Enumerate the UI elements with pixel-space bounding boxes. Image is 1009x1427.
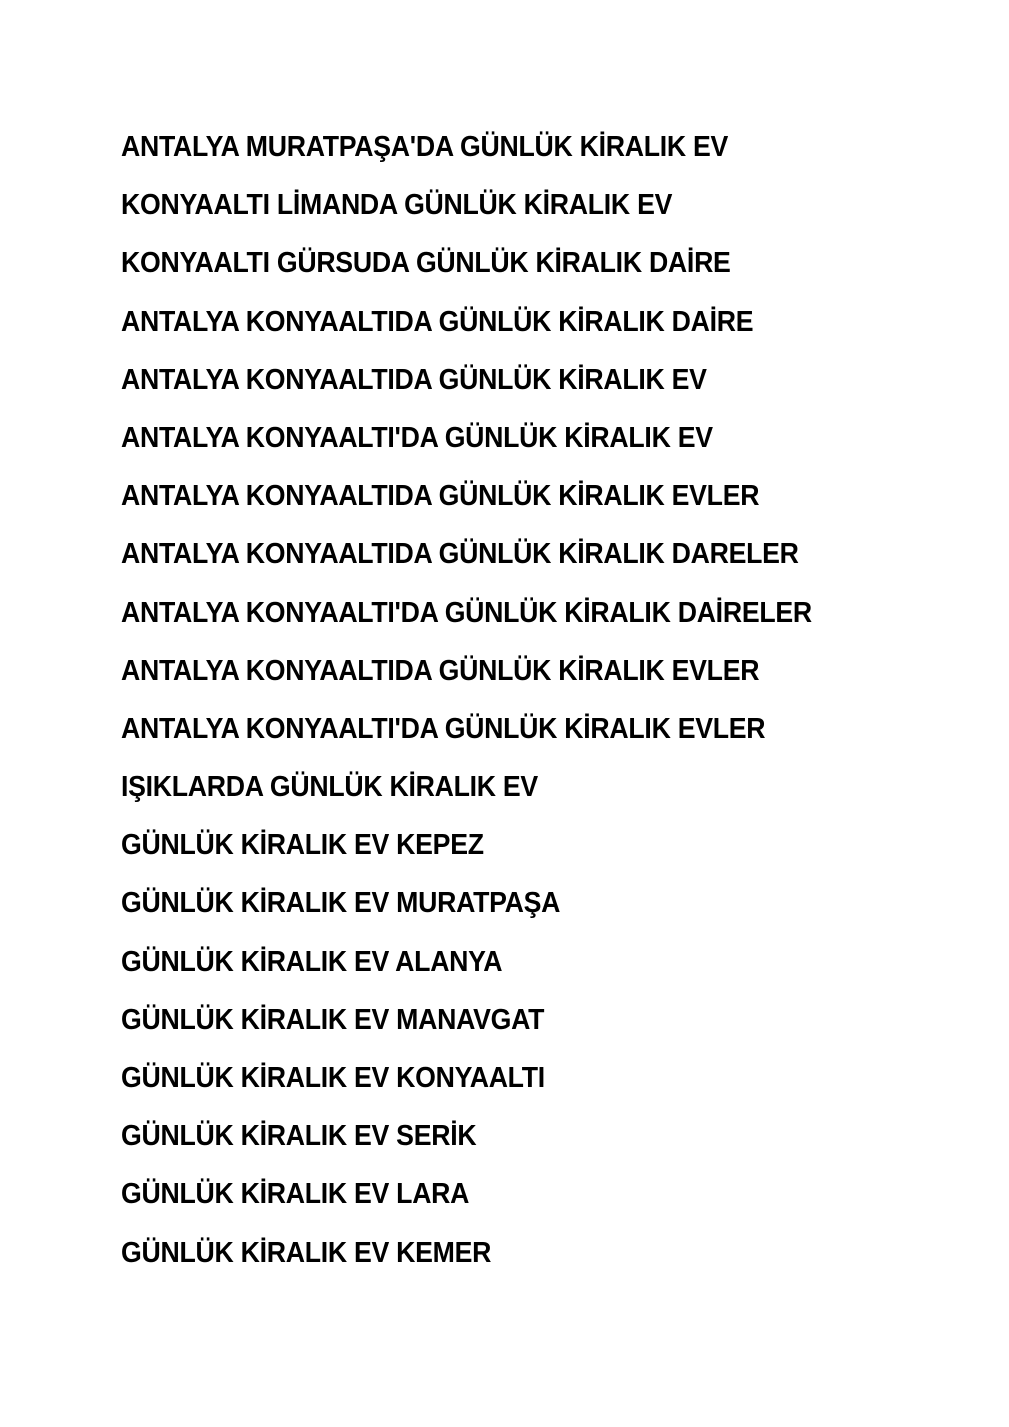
text-line: ANTALYA KONYAALTIDA GÜNLÜK KİRALIK EVLER [121,480,760,513]
text-line: ANTALYA KONYAALTIDA GÜNLÜK KİRALIK DAİRE [121,305,754,338]
text-line: ANTALYA KONYAALTI'DA GÜNLÜK KİRALIK EV [121,421,713,454]
text-line: IŞIKLARDA GÜNLÜK KİRALIK EV [121,771,538,804]
text-line: GÜNLÜK KİRALIK EV ALANYA [121,945,503,978]
text-line: ANTALYA KONYAALTIDA GÜNLÜK KİRALIK DARELER [121,538,799,571]
text-line: KONYAALTI GÜRSUDA GÜNLÜK KİRALIK DAİRE [121,247,731,280]
text-line: GÜNLÜK KİRALIK EV SERİK [121,1120,477,1153]
text-line: ANTALYA KONYAALTI'DA GÜNLÜK KİRALIK DAİRELER [121,596,812,629]
text-line: ANTALYA KONYAALTIDA GÜNLÜK KİRALIK EVLER [121,654,760,687]
text-line: KONYAALTI LİMANDA GÜNLÜK KİRALIK EV [121,189,673,222]
text-line: GÜNLÜK KİRALIK EV MURATPAŞA [121,887,561,920]
line-list [121,118,872,1282]
text-line: ANTALYA KONYAALTI'DA GÜNLÜK KİRALIK EVLER [121,712,766,745]
text-line: ANTALYA KONYAALTIDA GÜNLÜK KİRALIK EV [121,363,707,396]
text-line: GÜNLÜK KİRALIK EV KEMER [121,1236,492,1269]
text-line: ANTALYA MURATPAŞA'DA GÜNLÜK KİRALIK EV [121,131,729,163]
text-line: GÜNLÜK KİRALIK EV KONYAALTI [121,1062,545,1094]
text-line: GÜNLÜK KİRALIK EV MANAVGAT [121,1003,545,1036]
text-line: GÜNLÜK KİRALIK EV LARA [121,1178,470,1211]
text-line: GÜNLÜK KİRALIK EV KEPEZ [121,829,484,862]
